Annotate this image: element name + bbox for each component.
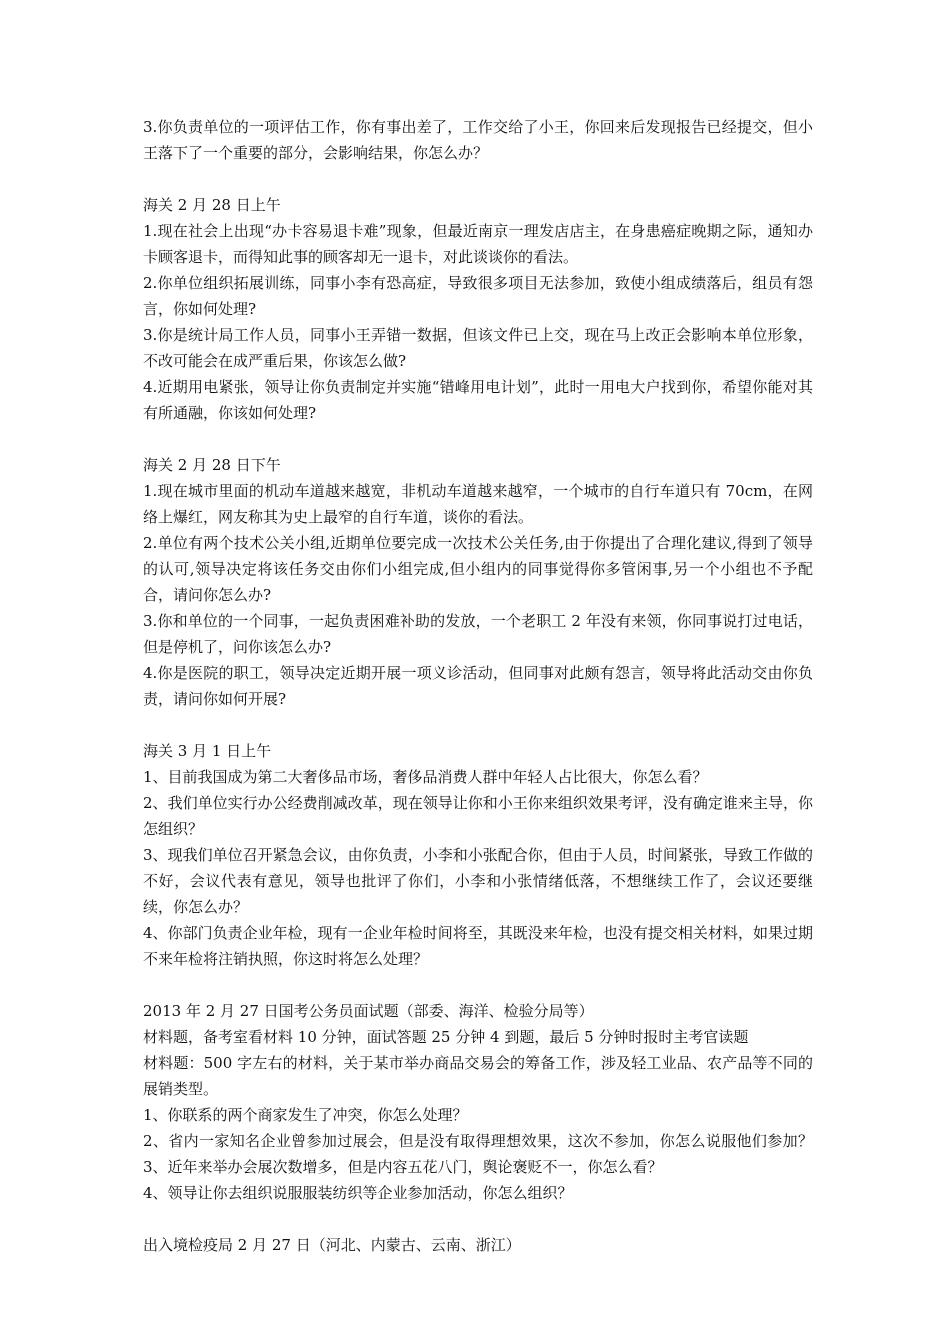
blank-line	[143, 166, 813, 192]
paragraph: 2.单位有两个技术公关小组,近期单位要完成一次技术公关任务,由于你提出了合理化建议,得到了领导的认可,领导决定将该任务交由你们小组完成,但小组内的同事觉得你多管闲事,另一个小组也不予配合，请问你怎么办?	[143, 534, 813, 604]
paragraph: 3.你是统计局工作人员，同事小王弄错一数据，但该文件已上交，现在马上改正会影响本单位形象，不改可能会在成严重后果，你该怎么做?	[143, 326, 813, 370]
blank-line	[143, 1206, 813, 1232]
paragraph: 3.你负责单位的一项评估工作，你有事出差了，工作交给了小王，你回来后发现报告已经提交，但小王落下了一个重要的部分，会影响结果，你怎么办？	[143, 118, 813, 162]
paragraph: 4、你部门负责企业年检，现有一企业年检时间将至，其既没来年检，也没有提交相关材料，如果过期不来年检将注销执照，你这时将怎么处理？	[143, 924, 813, 968]
paragraph: 3.你和单位的一个同事，一起负责困难补助的发放，一个老职工 2 年没有来领，你同事说打过电话，但是停机了，问你该怎么办?	[143, 612, 813, 656]
paragraph: 4、领导让你去组织说服服装纺织等企业参加活动，你怎么组织？	[143, 1184, 573, 1202]
paragraph: 2.你单位组织拓展训练，同事小李有恐高症，导致很多项目无法参加，致使小组成绩落后，组员有怨言，你如何处理?	[143, 274, 813, 318]
blank-line	[143, 972, 813, 998]
paragraph: 4.你是医院的职工，领导决定近期开展一项义诊活动，但同事对此颇有怨言，领导将此活动交由你负责，请问你如何开展?	[143, 664, 813, 708]
blank-line	[143, 426, 813, 452]
section-heading: 海关 2 月 28 日下午	[143, 456, 281, 474]
paragraph: 2、省内一家知名企业曾参加过展会，但是没有取得理想效果，这次不参加，你怎么说服他们参加？ 3、近年来举办会展次数增多，但是内容五花八门，舆论褒贬不一，你怎么看？	[143, 1132, 813, 1176]
section-heading: 海关 3 月 1 日上午	[143, 742, 272, 760]
paragraph: 2、我们单位实行办公经费削减改革，现在领导让你和小王你来组织效果考评，没有确定谁来主导，你怎组织？	[143, 794, 813, 838]
paragraph: 1.现在城市里面的机动车道越来越宽，非机动车道越来越窄，一个城市的自行车道只有 70cm，在网络上爆红，网友称其为史上最窄的自行车道，谈你的看法。	[143, 482, 813, 526]
paragraph: 1.现在社会上出现“办卡容易退卡难”现象，但最近南京一理发店店主，在身患癌症晚期之际，通知办卡顾客退卡，而得知此事的顾客却无一退卡，对此谈谈你的看法。	[143, 222, 813, 266]
paragraph: 1、目前我国成为第二大奢侈品市场，奢侈品消费人群中年轻人占比很大，你怎么看？	[143, 768, 708, 786]
paragraph: 4.近期用电紧张，领导让你负责制定并实施“错峰用电计划”，此时一用电大户找到你，希望你能对其有所通融，你该如何处理?	[143, 378, 813, 422]
paragraph: 3、现我们单位召开紧急会议，由你负责，小李和小张配合你，但由于人员，时间紧张，导致工作做的不好，会议代表有意见，领导也批评了你们，小李和小张情绪低落，不想继续工作了，会议还要继续，你怎么办？	[143, 846, 813, 916]
blank-line	[143, 712, 813, 738]
paragraph: 材料题：500 字左右的材料，关于某市举办商品交易会的筹备工作，涉及轻工业品、农产品等不同的展销类型。	[143, 1054, 813, 1098]
section-heading: 海关 2 月 28 日上午	[143, 196, 281, 214]
section-heading: 出入境检疫局 2 月 27 日（河北、内蒙古、云南、浙江）	[143, 1236, 521, 1254]
section-heading: 2013 年 2 月 27 日国考公务员面试题（部委、海洋、检验分局等）	[143, 1002, 594, 1020]
paragraph: 材料题，备考室看材料 10 分钟，面试答题 25 分钟 4 到题，最后 5 分钟时报时主考官读题	[143, 1028, 749, 1046]
document-body	[143, 114, 813, 1258]
paragraph: 1、你联系的两个商家发生了冲突，你怎么处理？	[143, 1106, 468, 1124]
